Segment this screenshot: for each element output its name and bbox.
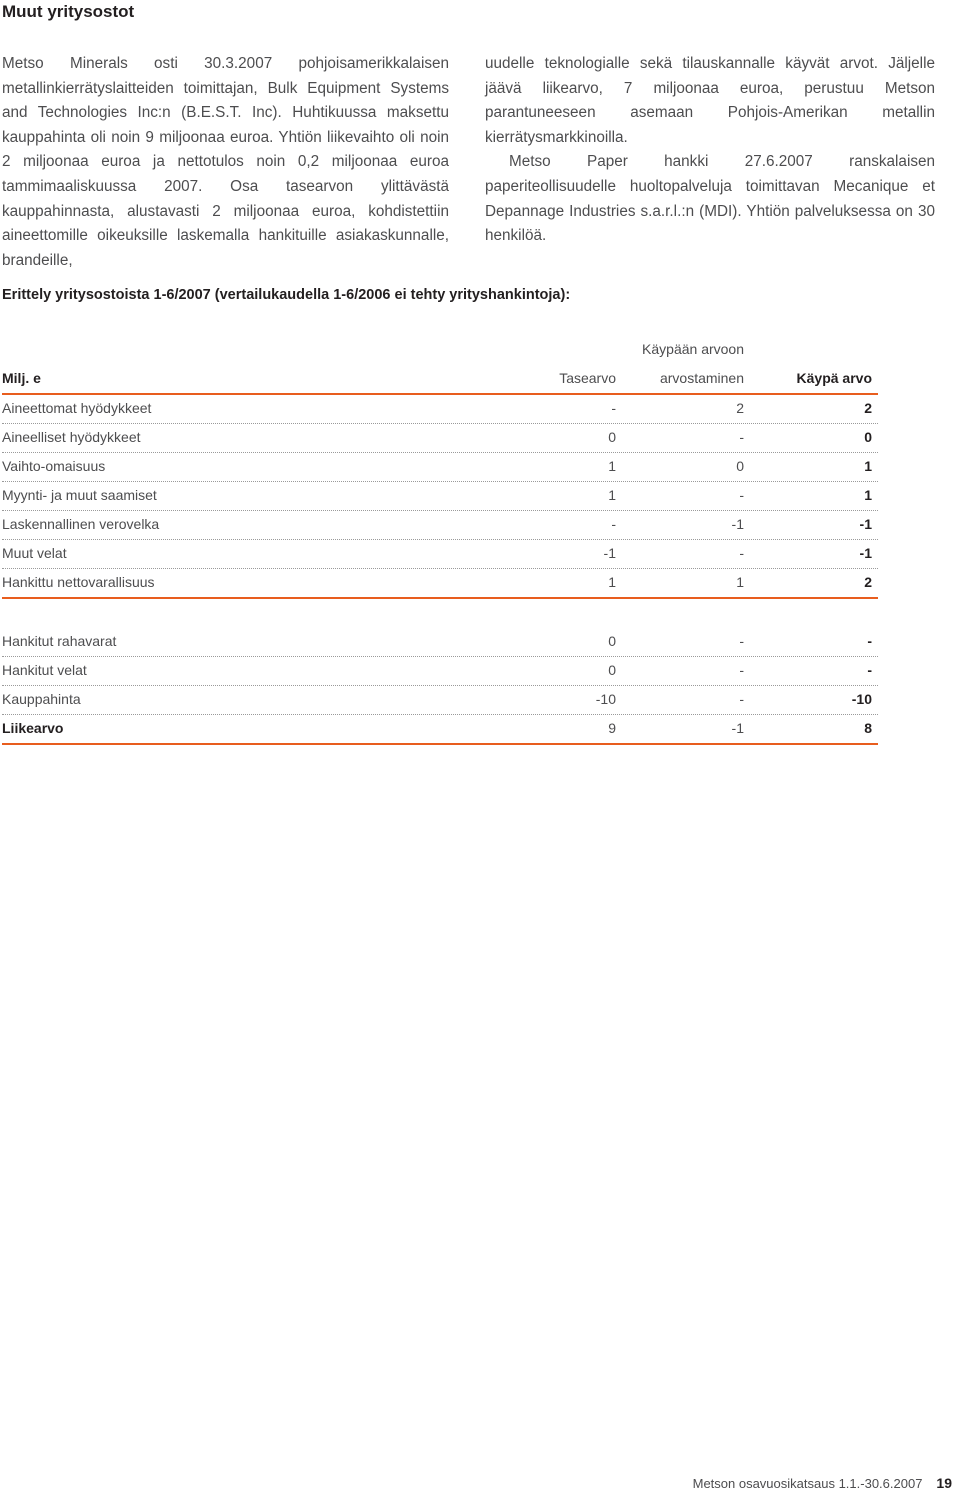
row-book-value: - [611,516,616,532]
row-adjustment: -1 [731,720,744,736]
left-column [2,52,449,273]
row-book-value: - [611,400,616,416]
row-book-value: -10 [595,691,616,707]
row-fair-value: - [867,633,872,649]
page-number: 19 [936,1475,952,1491]
row-label: Hankitut rahavarat [2,633,117,649]
row-fair-value: 0 [864,429,872,445]
row-adjustment: -1 [731,516,744,532]
table-row [2,453,878,482]
row-book-value: 1 [608,458,616,474]
row-fair-value: - [867,662,872,678]
header-label: Milj. e [2,370,41,386]
table-row [2,482,878,511]
row-label: Laskennallinen verovelka [2,516,160,532]
row-book-value: 1 [608,487,616,503]
right-paragraph-2: Metso Paper hankki 27.6.2007 ranskalaisen paperiteollisuudelle huoltopalveluja toimittavan Mecanique et Depannage Industries s.a.r.l.:n (MDI). Yhtiön palveluksessa on 30 henkilöä. [485,153,935,245]
row-fair-value: 1 [864,487,872,503]
row-label: Aineelliset hyödykkeet [2,429,141,445]
table-header-top [2,336,878,365]
table-row [2,540,878,569]
table-title: Erittely yritysostoista 1-6/2007 (vertailukaudella 1-6/2006 ei tehty yrityshankintoja): [2,287,571,303]
row-label: Hankittu nettovarallisuus [2,574,155,590]
row-adjustment: 1 [736,574,744,590]
header-fair-value: Käypä arvo [796,370,872,386]
row-book-value: 0 [608,633,616,649]
row-label: Kauppahinta [2,691,81,707]
row-adjustment: 2 [736,400,744,416]
right-paragraph-1: uudelle teknologialle sekä tilauskannalle käyvät arvot. Jäljelle jäävä liikearvo, 7 miljoonaa euroa, perustuu Metson parantuneeseen asemaan Pohjois-Amerikan metallin kierrätysmarkkinoilla. [485,55,935,146]
table-row-total [2,715,878,745]
row-fair-value: 8 [864,720,872,736]
left-paragraph: Metso Minerals osti 30.3.2007 pohjoisamerikkalaisen metallinkierrätyslaitteiden toimittajan, Bulk Equipment Systems and Technologies Inc:n (B.E.S.T. Inc). Huhtikuussa maksettu kauppahinta oli noin 9 miljoonaa euroa. Yhtiön liikevaihto oli noin 2 miljoonaa euroa ja nettotulos noin 0,2 miljoonaa euroa tammimaaliskuussa 2007. Osa tasearvon ylittävästä kauppahinnasta, alustavasti 2 miljoonaa euroa, kohdistettiin aineettomille oikeuksille laskemalla hankituille asiakaskunnalle, brandeille, [2,55,449,269]
row-fair-value: -1 [859,516,872,532]
row-book-value: 1 [608,574,616,590]
table-row [2,395,878,424]
row-adjustment: - [739,487,744,503]
row-label: Muut velat [2,545,67,561]
section-title: Muut yritysostot [2,2,135,21]
row-label: Aineettomat hyödykkeet [2,400,152,416]
row-label: Hankitut velat [2,662,87,678]
row-adjustment: - [739,633,744,649]
table-row-subtotal [2,569,878,599]
table-row [2,511,878,540]
row-book-value: -1 [603,545,616,561]
header-book-value: Tasearvo [559,370,616,386]
footer-text: Metson osavuosikatsaus 1.1.-30.6.2007 [692,1476,923,1491]
row-book-value: 0 [608,429,616,445]
row-fair-value: 1 [864,458,872,474]
row-label: Vaihto-omaisuus [2,458,106,474]
row-fair-value: -10 [851,691,872,707]
table-row [2,686,878,715]
table-row [2,424,878,453]
table-row [2,657,878,686]
row-fair-value: 2 [864,574,872,590]
right-column [485,52,935,249]
table-row [2,628,878,657]
table-header-row [2,365,878,395]
row-label: Myynti- ja muut saamiset [2,487,157,503]
header-top-fair-value-adjustment: Käypään arvoon [642,341,744,357]
header-adjustment: arvostaminen [659,370,744,386]
row-fair-value: 2 [864,400,872,416]
row-adjustment: - [739,545,744,561]
acquisition-table [2,336,878,745]
row-adjustment: - [739,429,744,445]
page-footer [693,1474,952,1493]
row-fair-value: -1 [859,545,872,561]
row-adjustment: 0 [736,458,744,474]
table-gap [2,599,878,628]
row-adjustment: - [739,662,744,678]
row-label: Liikearvo [2,720,64,736]
row-book-value: 0 [608,662,616,678]
row-book-value: 9 [608,720,616,736]
row-adjustment: - [739,691,744,707]
